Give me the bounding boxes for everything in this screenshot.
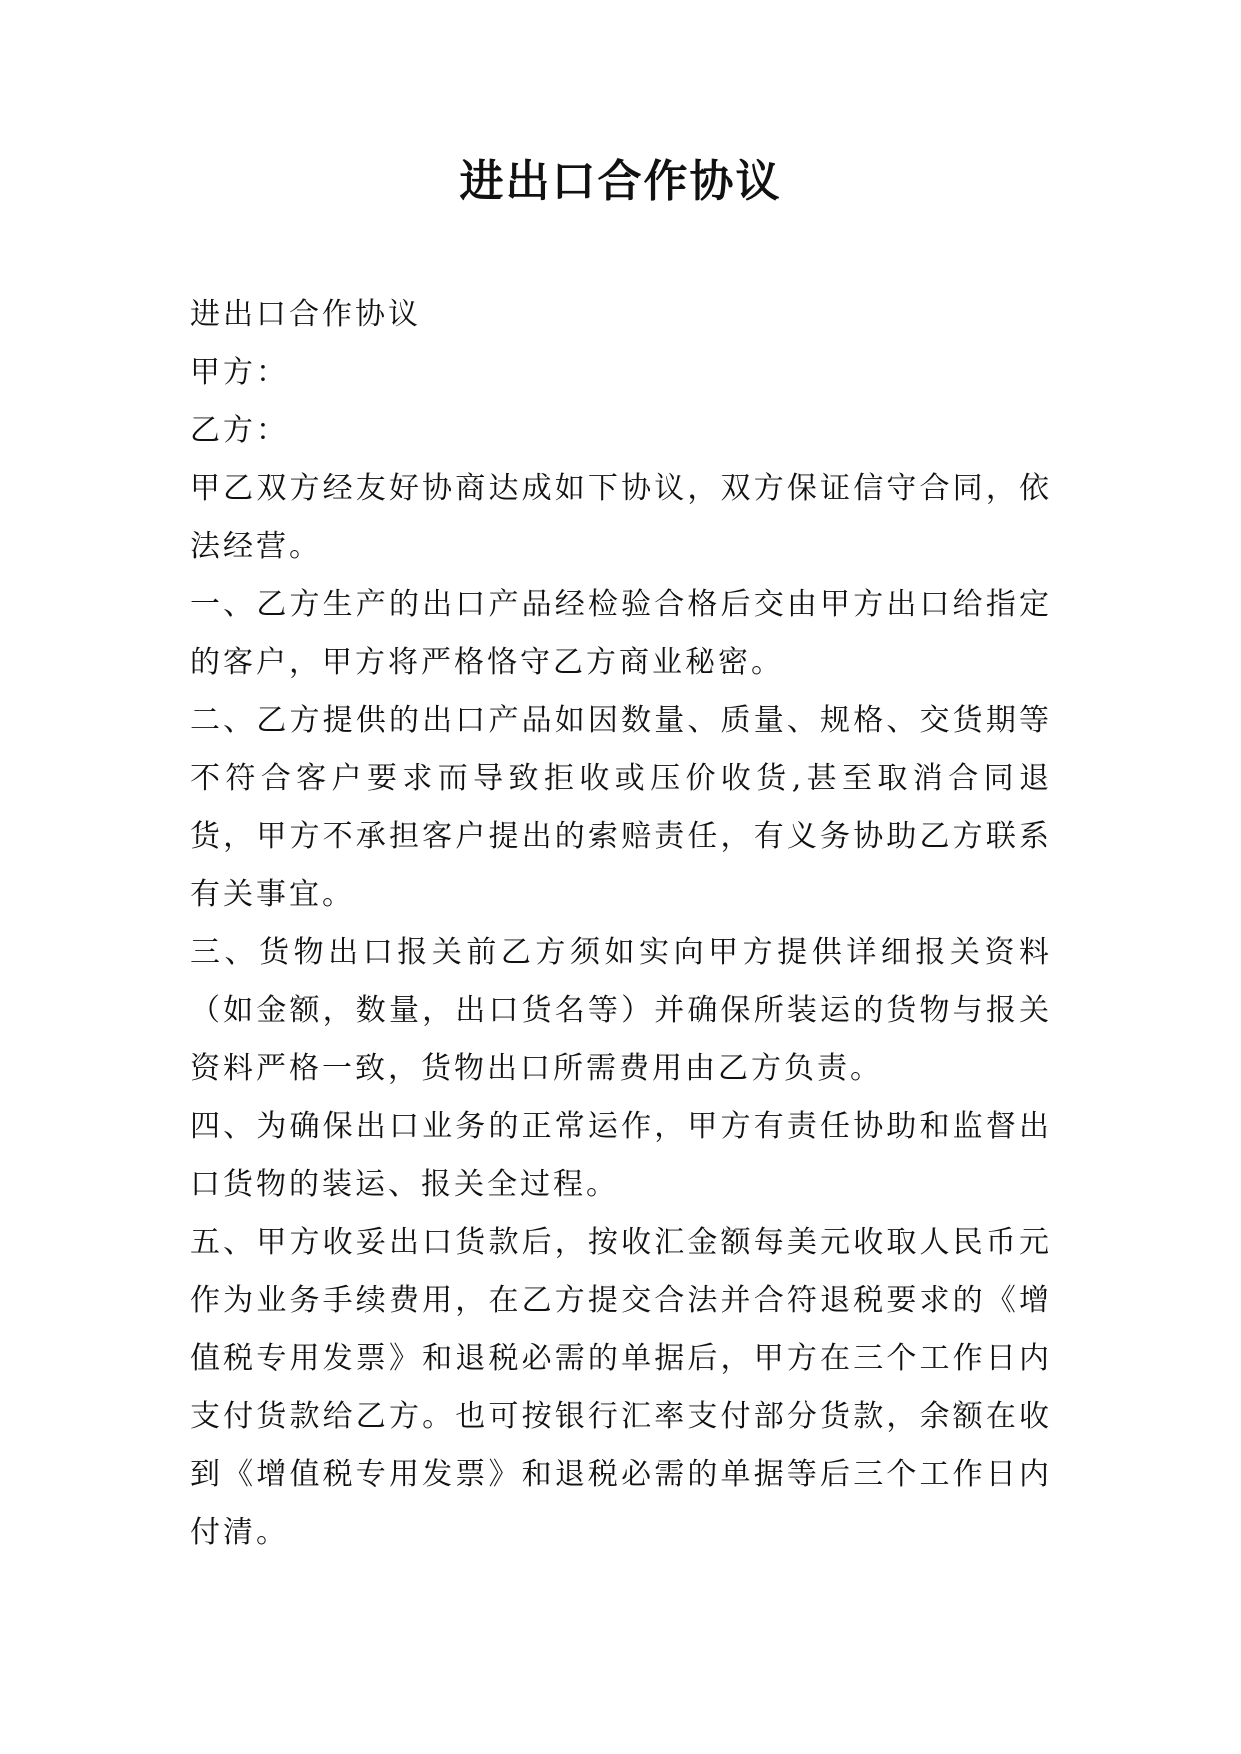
clause-4: 四、为确保出口业务的正常运作，甲方有责任协助和监督出口货物的装运、报关全过程。 — [190, 1109, 1052, 1202]
heading-line: 进出口合作协议 — [190, 297, 421, 332]
party-a-line: 甲方： — [190, 355, 289, 390]
party-b-line: 乙方： — [190, 413, 289, 448]
clause-2: 二、乙方提供的出口产品如因数量、质量、规格、交货期等不符合客户要求而导致拒收或压价收货,甚至取消合同退货，甲方不承担客户提出的索赔责任，有义务协助乙方联系有关事宜。 — [190, 703, 1052, 912]
document-title: 进出口合作协议 — [459, 156, 782, 207]
clause-1: 一、乙方生产的出口产品经检验合格后交由甲方出口给指定的客户，甲方将严格恪守乙方商业秘密。 — [190, 587, 1052, 680]
document-body — [190, 286, 1052, 1562]
preamble-paragraph: 甲乙双方经友好协商达成如下协议，双方保证信守合同，依法经营。 — [190, 471, 1052, 564]
clause-3: 三、货物出口报关前乙方须如实向甲方提供详细报关资料（如金额，数量，出口货名等）并确保所装运的货物与报关资料严格一致，货物出口所需费用由乙方负责。 — [190, 935, 1052, 1086]
clause-5: 五、甲方收妥出口货款后，按收汇金额每美元收取人民币元作为业务手续费用，在乙方提交合法并合符退税要求的《增值税专用发票》和退税必需的单据后，甲方在三个工作日内支付货款给乙方。也可按银行汇率支付部分货款，余额在收到《增值税专用发票》和退税必需的单据等后三个工作日内付清。 — [190, 1225, 1052, 1550]
